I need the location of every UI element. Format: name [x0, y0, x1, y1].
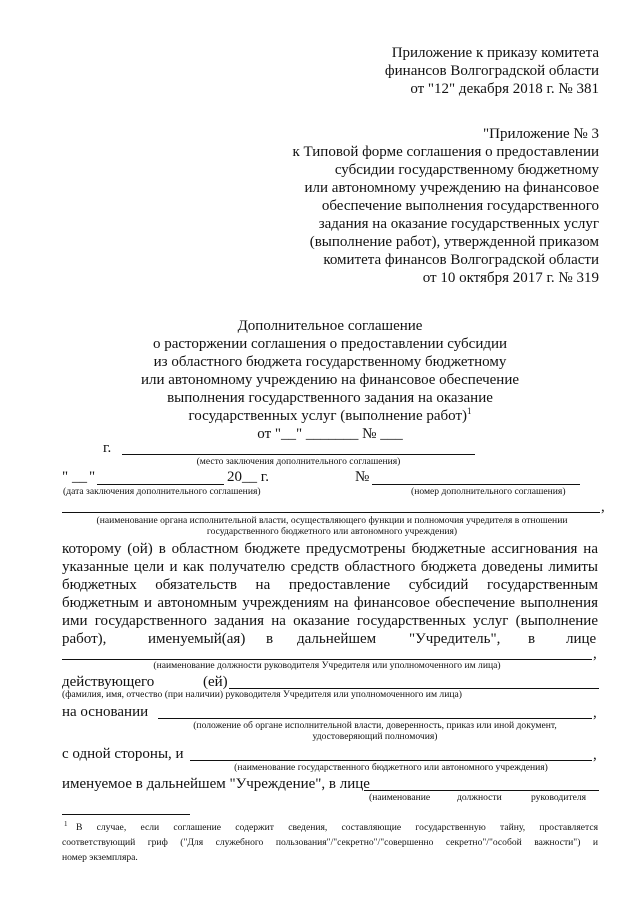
- date-year: 20__ г.: [227, 469, 269, 485]
- institution-caption-w2: должности: [457, 792, 502, 803]
- basis-field[interactable]: [158, 718, 592, 719]
- head-position-caption: (наименование должности руководителя Учредителя или уполномоченного им лица): [153, 660, 501, 671]
- acting-gender: (ей): [203, 674, 228, 690]
- title-line-1: Дополнительное соглашение: [237, 318, 423, 334]
- footnote-line-1: В случае, если соглашение содержит сведения, составляющие государственную тайну, проставляется: [76, 822, 598, 833]
- head-position-comma: ,: [593, 646, 597, 662]
- number-field[interactable]: [372, 484, 580, 485]
- institution-label: именуемое в дальнейшем "Учреждение", в лице: [62, 776, 370, 792]
- appendix-three-line-6: задания на оказание государственных услуг: [318, 216, 599, 232]
- basis-label: на основании: [62, 704, 149, 720]
- place-prefix: г.: [103, 440, 112, 456]
- one-side-label: с одной стороны, и: [62, 746, 184, 762]
- footnote-mark: 1: [64, 820, 68, 828]
- appendix-three-line-1: "Приложение № 3: [483, 126, 599, 142]
- appendix-three-line-5: обеспечение выполнения государственного: [321, 198, 599, 214]
- title-line-6: [0, 407, 640, 425]
- title-line-2: о расторжении соглашения о предоставлении субсидии: [152, 336, 508, 352]
- body-line-4: бюджетным и автономным учреждениям на финансовое обеспечение выполнения: [62, 595, 598, 611]
- body-line-5: ими государственного задания на оказание государственных услуг (выполнение: [62, 613, 598, 629]
- date-caption: (дата заключения дополнительного соглашения): [63, 486, 261, 497]
- body-last-w6: в: [528, 631, 536, 647]
- institution-caption-w1: (наименование: [369, 792, 431, 803]
- appendix-three-line-3: субсидии государственному бюджетному: [334, 162, 599, 178]
- body-last-w7: лице: [566, 631, 597, 647]
- institution-name-field[interactable]: [190, 760, 592, 761]
- date-quote-open: ": [62, 469, 69, 485]
- acting-label: действующего: [62, 674, 155, 690]
- body-line-3: бюджетных обязательств на предоставление субсидий государственным: [62, 577, 598, 593]
- appendix-three-line-9: от 10 октября 2017 г. № 319: [422, 270, 599, 286]
- appendix-order-line-1: Приложение к приказу комитета: [391, 45, 599, 61]
- appendix-three-line-4: или автономному учреждению на финансовое: [304, 180, 599, 196]
- organ-comma: ,: [601, 499, 605, 515]
- appendix-order-line-2: финансов Волгоградской области: [384, 63, 599, 79]
- place-field[interactable]: [122, 454, 475, 455]
- basis-caption-2: удостоверяющий полномочия): [312, 731, 438, 742]
- number-caption: (номер дополнительного соглашения): [411, 486, 566, 497]
- title-line-5: выполнения государственного задания на оказание: [167, 390, 493, 406]
- body-last-w5: "Учредитель",: [409, 631, 501, 647]
- body-last-w4: дальнейшем: [297, 631, 377, 647]
- date-day-field[interactable]: __: [72, 469, 87, 485]
- title-line-4: или автономному учреждению на финансовое обеспечение: [140, 372, 520, 388]
- footnote-separator: [62, 814, 190, 815]
- appendix-three-line-8: комитета финансов Волгоградской области: [323, 252, 599, 268]
- organ-caption-1: (наименование органа исполнительной власти, осуществляющего функции и полномочия учредителя в отношении: [96, 515, 568, 526]
- place-caption: (место заключения дополнительного соглашения): [196, 456, 401, 467]
- basis-comma: ,: [593, 705, 597, 721]
- basis-caption-1: (положение об органе исполнительной власти, доверенность, приказ или иной документ,: [193, 720, 557, 731]
- body-line-2: указанные цели и как получателю средств областного бюджета доведены лимиты: [62, 559, 598, 575]
- body-line-1: которому (ой) в областном бюджете предусмотрены бюджетные ассигнования на: [62, 541, 598, 557]
- appendix-three-line-7: (выполнение работ), утвержденной приказом: [309, 234, 599, 250]
- footnote-line-2: соответствующий гриф ("Для служебного пользования"/"секретно"/"совершенно секретно"/"особой важности") и: [62, 837, 598, 848]
- organ-field[interactable]: [62, 512, 600, 513]
- appendix-three-line-2: к Типовой форме соглашения о предоставлении: [292, 144, 599, 160]
- title-footnote-mark: 1: [467, 406, 472, 416]
- body-last-w1: работ),: [62, 631, 107, 647]
- one-side-caption: (наименование государственного бюджетного или автономного учреждения): [234, 762, 548, 773]
- organ-caption-2: государственного бюджетного или автономного учреждения): [206, 526, 458, 537]
- title-line-3: из областного бюджета государственному бюджетному: [153, 354, 507, 370]
- title-line-6-text: государственных услуг (выполнение работ): [188, 408, 467, 424]
- body-last-w2: именуемый(ая): [148, 631, 246, 647]
- acting-caption: (фамилия, имя, отчество (при наличии) руководителя Учредителя или уполномоченного им лица): [62, 689, 462, 700]
- institution-caption-w3: руководителя: [531, 792, 587, 803]
- one-side-comma: ,: [593, 747, 597, 763]
- date-quote-close: ": [89, 469, 96, 485]
- footnote-line-3: номер экземпляра.: [62, 852, 138, 863]
- appendix-order-line-3: от "12" декабря 2018 г. № 381: [410, 81, 599, 97]
- title-date-line: от "__" _______ № ___: [257, 426, 403, 442]
- body-last-w3: в: [266, 631, 274, 647]
- institution-head-field[interactable]: [364, 790, 599, 791]
- date-month-field[interactable]: [97, 484, 224, 485]
- number-sign: №: [355, 469, 370, 485]
